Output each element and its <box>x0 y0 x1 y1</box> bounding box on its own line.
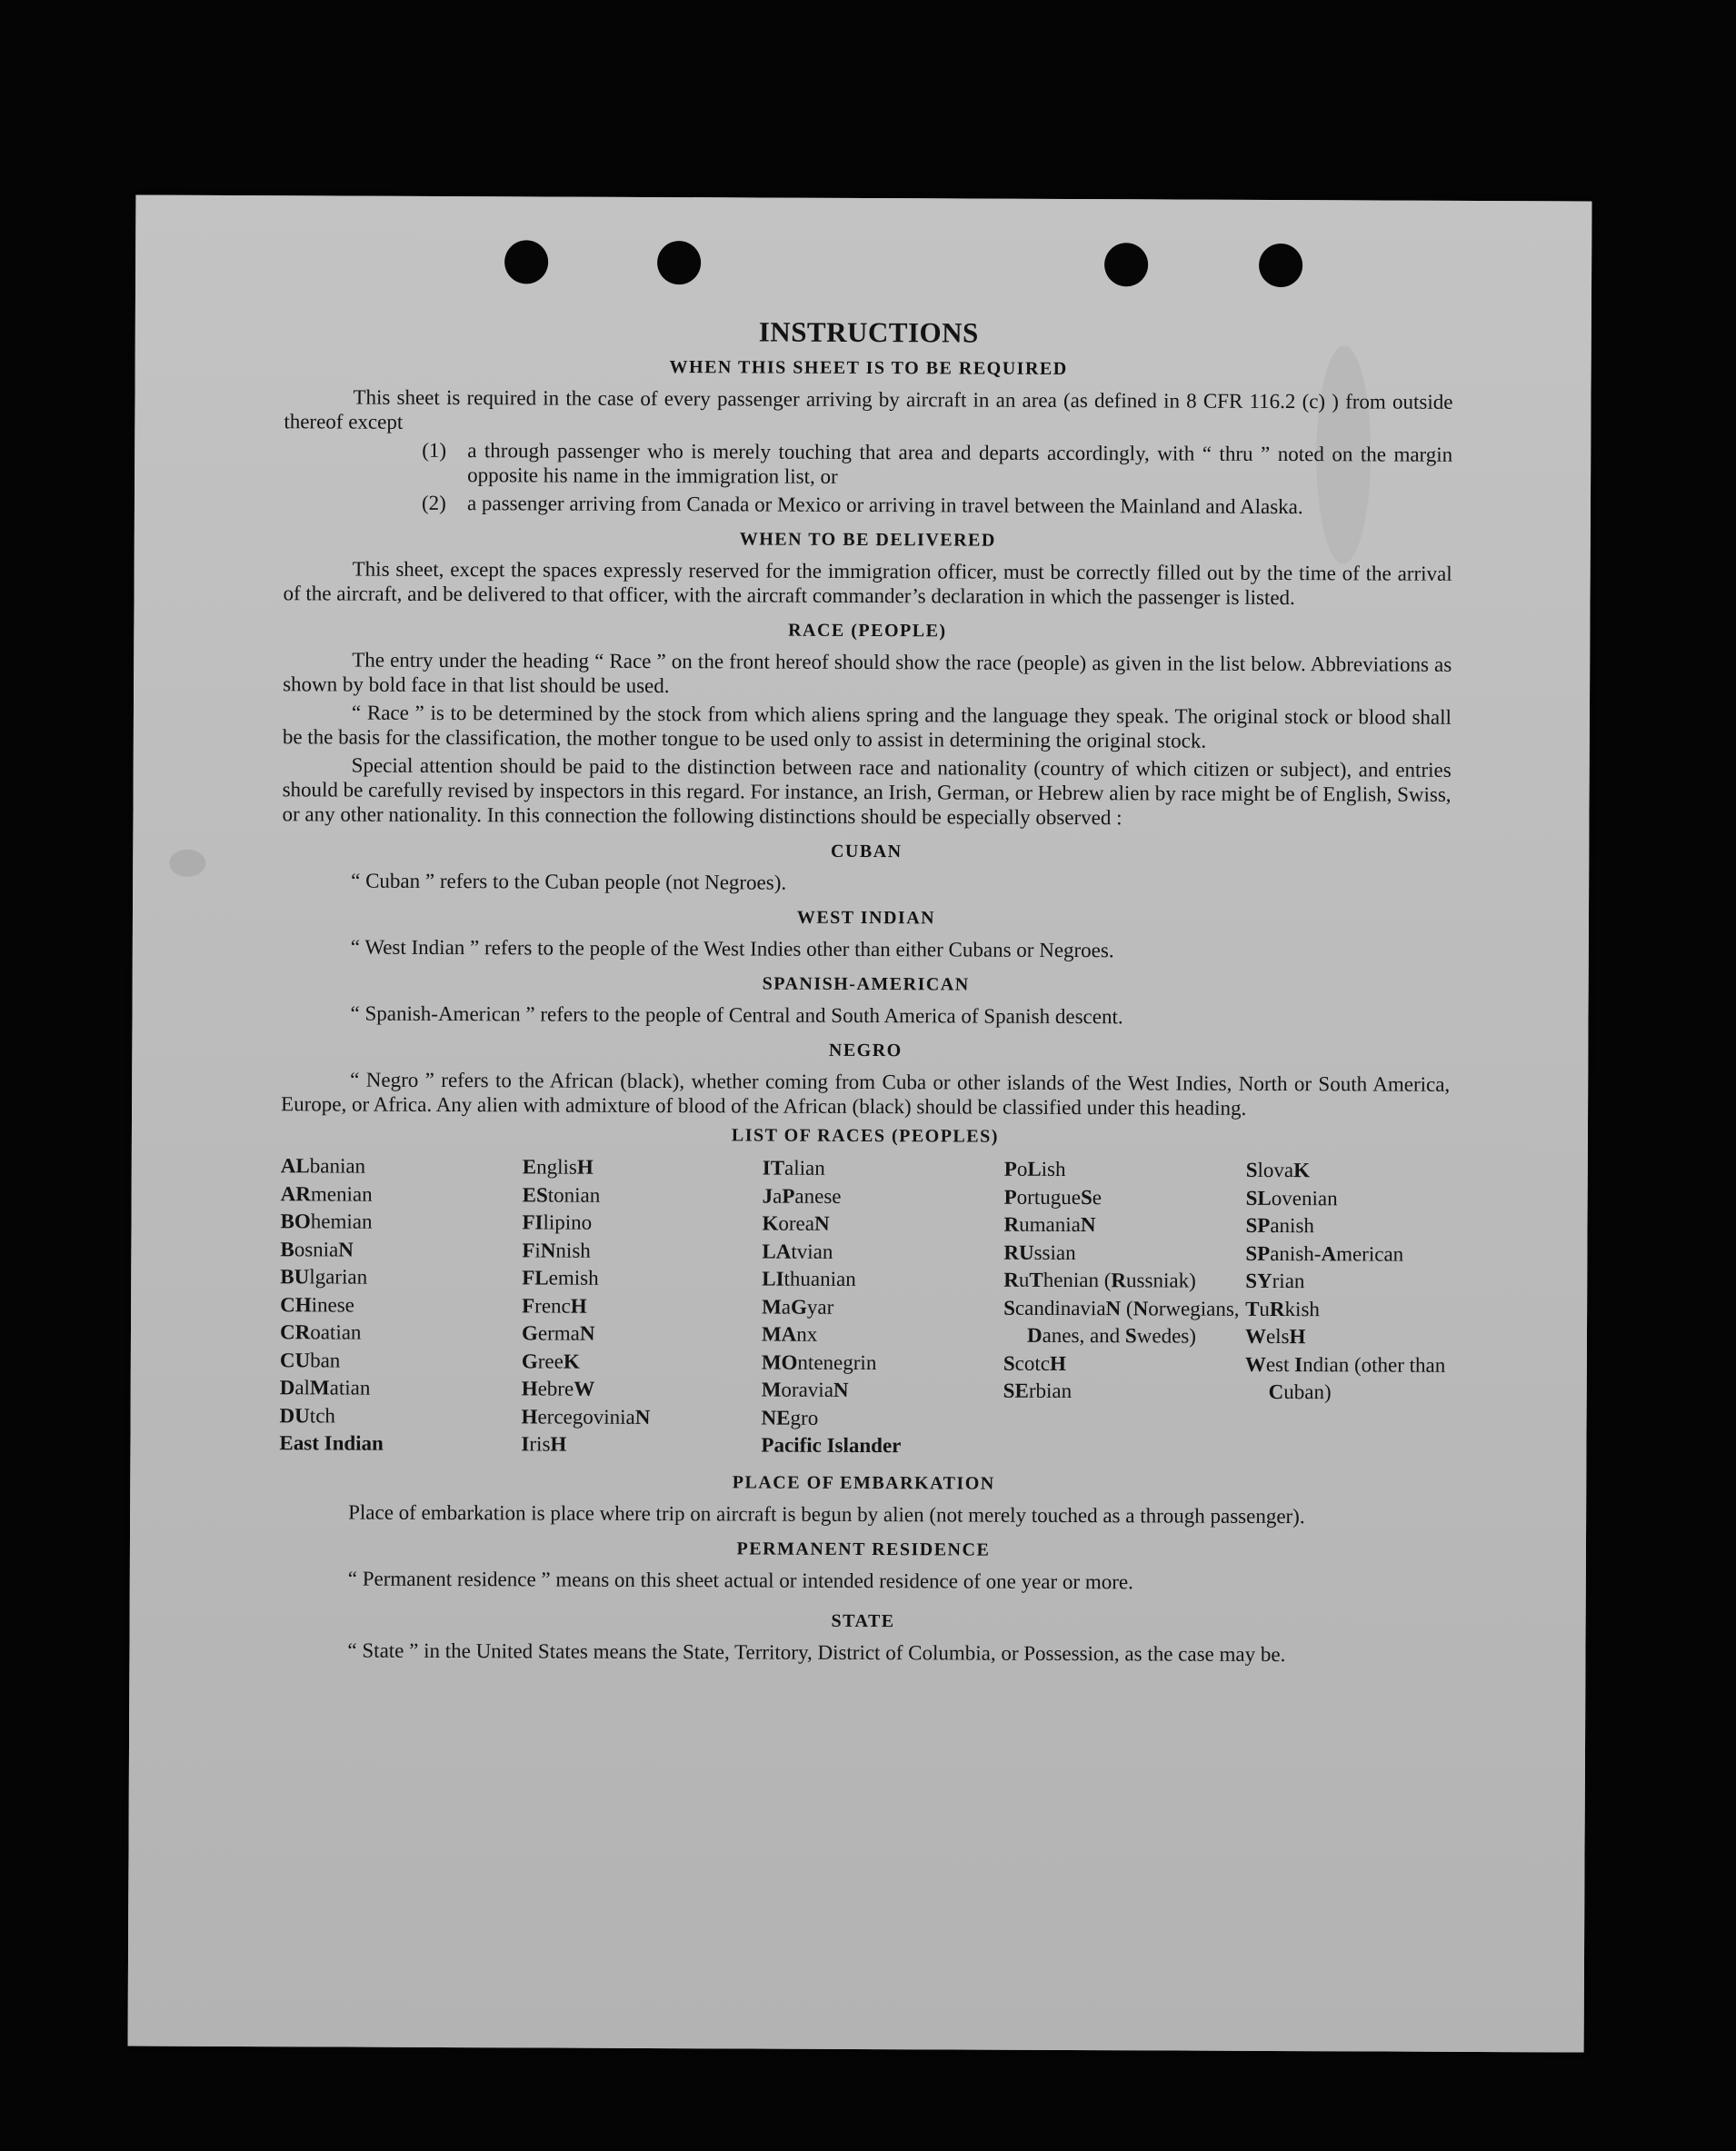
race-item: CUban <box>279 1348 341 1372</box>
instructions-content <box>278 314 1452 1670</box>
race-item: DUtch <box>279 1403 336 1427</box>
race-item: HebreW <box>521 1377 595 1400</box>
race-item: SPanish-American <box>1245 1241 1404 1266</box>
race-item: LIthuanian <box>762 1267 856 1290</box>
race-item: SLovenian <box>1245 1186 1338 1210</box>
heading-embarkation: PLACE OF EMBARKATION <box>732 1471 995 1494</box>
race-item: CRoatian <box>279 1320 362 1344</box>
cuban-text: “ Cuban ” refers to the Cuban people (not Negroes). <box>351 869 787 894</box>
race-item: ALbanian <box>280 1154 366 1178</box>
race-item: Pacific Islander <box>761 1433 902 1458</box>
heading-list-of-races: LIST OF RACES (PEOPLES) <box>731 1125 999 1147</box>
embarkation-text: Place of embarkation is place where trip on aircraft is begun by alien (not merely touched as a through passenger). <box>348 1500 1305 1528</box>
heading-spanish-american: SPANISH-AMERICAN <box>762 973 970 995</box>
race-item: ITalian <box>762 1156 825 1180</box>
race-item: SErbian <box>1003 1379 1073 1403</box>
exceptions-list <box>422 438 1452 520</box>
race-paragraph-2: “ Race ” is to be determined by the stock from which aliens spring and the language they speak. The original stock or blood shall be the basis for the classification, the mother tongue to be used only to assist in determining the original stock. <box>282 701 1452 752</box>
heading-state: STATE <box>831 1610 895 1631</box>
race-item: PortugueSe <box>1003 1185 1102 1209</box>
exception-item: (1) a through passenger who is merely touching that area and departs accordingly, with “ thru ” noted on the margin opposite his name in the immigration list, or <box>422 438 1453 488</box>
spanish-american-text: “ Spanish-American ” refers to the people of Central and South America of Spanish descent. <box>350 1001 1123 1029</box>
delivered-text: This sheet, except the spaces expressly reserved for the immigration officer, must be correctly filled out by the time of the arrival of the aircraft, and be delivered to that officer, with the aircraft commander’s declaration in which the passenger is listed. <box>283 557 1452 610</box>
punch-hole <box>657 241 701 284</box>
race-item: SlovaK <box>1245 1158 1311 1182</box>
race-item: SYrian <box>1245 1269 1305 1293</box>
punch-hole <box>504 240 548 284</box>
race-item: SPanish <box>1245 1213 1314 1238</box>
race-item: NEgro <box>761 1406 819 1429</box>
race-item: BUlgarian <box>280 1265 368 1289</box>
heading-delivered: WHEN TO BE DELIVERED <box>739 529 996 551</box>
race-item: WelsH <box>1244 1324 1306 1349</box>
race-paragraph-3: Special attention should be paid to the distinction between race and nationality (country of which citizen or subject), and entries should be carefully revised by inspectors in this regard. For instance, an Irish, German, or Hebrew alien by race might be of English, Swiss, or any other nationality. In this connection the following distinctions should be especially observed : <box>282 753 1452 830</box>
race-item: FLemish <box>522 1266 599 1290</box>
race-item: LAtvian <box>762 1240 833 1263</box>
race-item: FIlipino <box>522 1210 593 1234</box>
exception-item: (2) a passenger arriving from Canada or Mexico or arriving in travel between the Mainland and Alaska. <box>421 491 1303 519</box>
race-item: GermaN <box>521 1321 595 1345</box>
heading-west-indian: WEST INDIAN <box>796 907 936 929</box>
race-item: PoLish <box>1003 1157 1066 1180</box>
race-item: MAnx <box>761 1322 818 1346</box>
negro-text: “ Negro ” refers to the African (black), whether coming from Cuba or other islands of the West Indies, North or South America, Europe, or Africa. Any alien with admixture of blood of the African (black) should be classified under this heading. <box>281 1068 1451 1120</box>
race-item: FrencH <box>522 1293 587 1318</box>
heading-required: WHEN THIS SHEET IS TO BE REQUIRED <box>669 357 1068 379</box>
race-item: JaPanese <box>762 1184 842 1208</box>
race-item: TuRkish <box>1245 1297 1320 1320</box>
race-item: HercegoviniaN <box>521 1404 651 1429</box>
race-item: RumaniaN <box>1003 1212 1096 1237</box>
state-text: “ State ” in the United States means the State, Territory, District of Columbia, or Possession, as the case may be. <box>347 1638 1286 1666</box>
races-column <box>1003 1156 1245 1462</box>
heading-race: RACE (PEOPLE) <box>788 620 947 642</box>
punch-hole <box>1259 244 1302 287</box>
heading-residence: PERMANENT RESIDENCE <box>736 1538 991 1560</box>
race-item: BosniaN <box>280 1237 354 1261</box>
race-item: FiNnish <box>522 1238 591 1262</box>
heading-negro: NEGRO <box>828 1040 903 1061</box>
race-item: East Indian <box>279 1431 384 1455</box>
punch-hole <box>1104 243 1148 286</box>
race-item: DalMatian <box>279 1376 371 1399</box>
races-column <box>761 1155 1003 1461</box>
races-column <box>1244 1157 1449 1462</box>
page-title: INSTRUCTIONS <box>758 315 979 349</box>
race-item: RUssian <box>1003 1240 1076 1264</box>
race-item: IrisH <box>521 1432 567 1456</box>
west-indian-text: “ West Indian ” refers to the people of the West Indies other than either Cubans or Negroes. <box>350 935 1114 962</box>
races-column <box>521 1153 762 1459</box>
race-item: ScandinaviaN (Norwegians, Danes, and Swedes) <box>1003 1296 1240 1348</box>
race-item: ARmenian <box>280 1181 373 1206</box>
residence-text: “ Permanent residence ” means on this sheet actual or intended residence of one year or more. <box>347 1567 1133 1593</box>
race-paragraph-1: The entry under the heading “ Race ” on the front hereof should show the race (people) as given in the list below. Abbreviations as shown by bold face in that list should be used. <box>283 648 1452 698</box>
race-item: RuThenian (Russniak) <box>1003 1268 1196 1292</box>
document-sheet <box>128 195 1592 2053</box>
race-item: GreeK <box>521 1349 580 1373</box>
race-item: BOhemian <box>280 1210 373 1233</box>
race-item: MaGyar <box>762 1295 834 1319</box>
races-column <box>279 1152 522 1459</box>
race-item: MOntenegrin <box>761 1350 877 1374</box>
required-intro: This sheet is required in the case of every passenger arriving by aircraft in an area (as defined in 8 CFR 116.2 (c) ) from outside thereof except <box>284 385 1453 433</box>
race-item: ScotcH <box>1003 1351 1066 1375</box>
smudge <box>169 850 205 877</box>
race-item: EnglisH <box>522 1155 594 1179</box>
race-item: CHinese <box>280 1292 354 1317</box>
races-list <box>279 1152 1449 1462</box>
heading-cuban: CUBAN <box>830 841 903 862</box>
race-item: KoreaN <box>762 1211 830 1235</box>
race-item: West Indian (other than Cuban) <box>1244 1352 1446 1404</box>
race-item: MoraviaN <box>761 1378 849 1401</box>
race-item: EStonian <box>522 1182 601 1207</box>
